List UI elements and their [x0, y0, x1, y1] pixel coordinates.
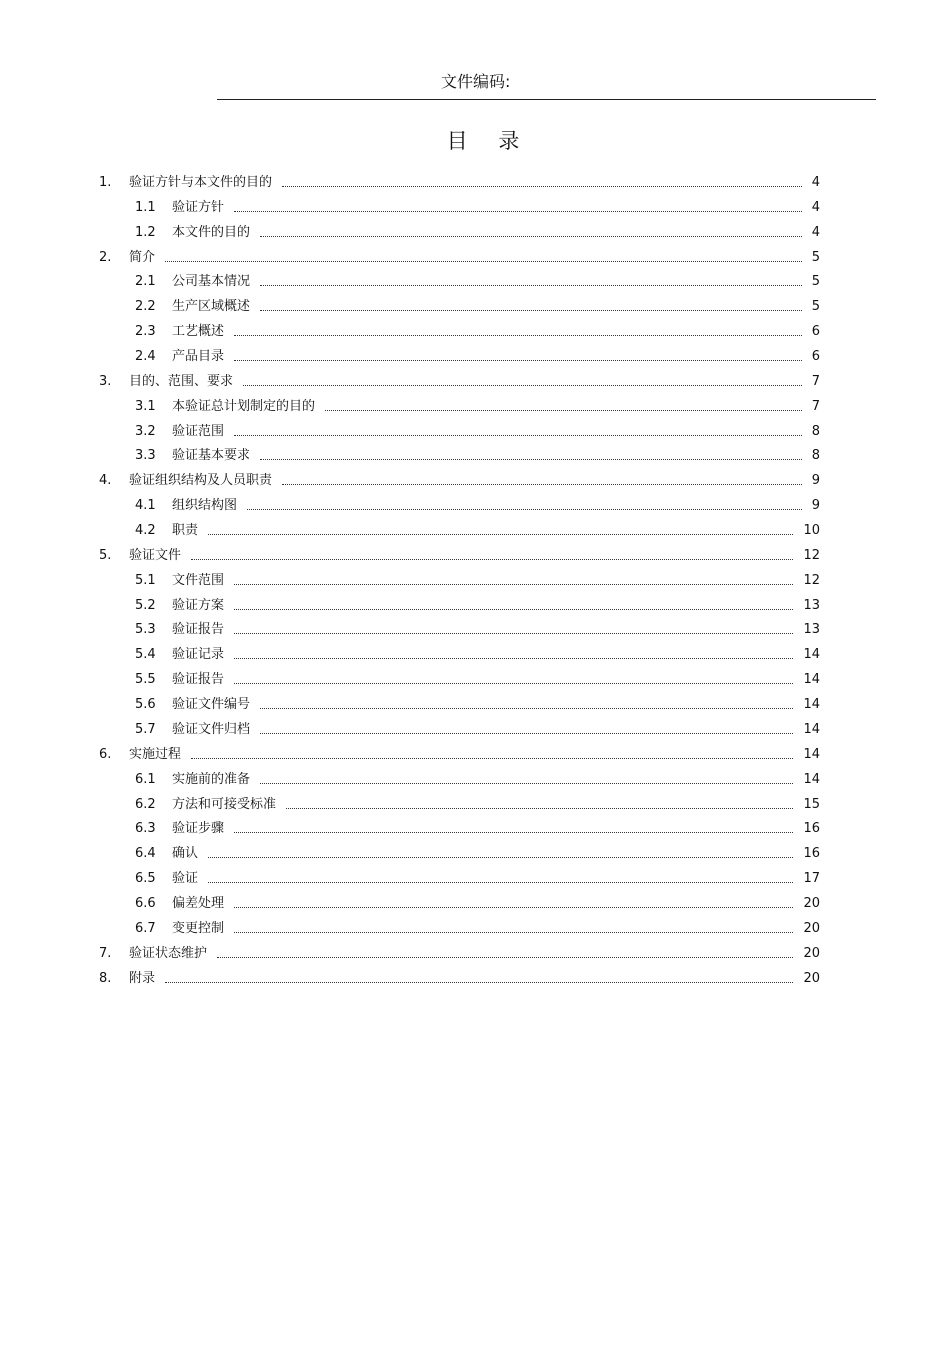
toc-entry-label: 本验证总计划制定的目的	[172, 398, 316, 414]
toc-entry-label: 组织结构图	[172, 498, 238, 514]
toc-entry[interactable]	[0, 820, 950, 838]
toc-entry-label: 文件范围	[172, 572, 225, 588]
toc-entry-number: 6.	[99, 746, 112, 762]
toc-entry[interactable]	[0, 945, 950, 963]
toc-entry-number: 1.2	[135, 224, 156, 240]
toc-entry-number: 4.1	[135, 498, 156, 514]
toc-entry[interactable]	[0, 920, 950, 938]
toc-entry[interactable]	[0, 771, 950, 789]
toc-entry-label: 本文件的目的	[172, 224, 251, 240]
toc-entry-page: 6	[811, 349, 820, 365]
toc-dot-leader	[260, 310, 802, 311]
toc-entry-page: 14	[803, 647, 820, 663]
toc-entry[interactable]	[0, 423, 950, 441]
toc-entry-page: 20	[803, 945, 820, 961]
toc-entry-number: 1.	[99, 175, 112, 190]
toc-entry[interactable]	[0, 348, 950, 366]
toc-entry-label: 验证报告	[172, 622, 225, 638]
toc-dot-leader	[234, 335, 802, 336]
toc-entry-label: 产品目录	[172, 349, 225, 365]
toc-entry-label: 确认	[172, 846, 199, 862]
toc-entry[interactable]	[0, 572, 950, 590]
toc-entry-label: 验证文件归档	[172, 721, 251, 737]
toc-entry[interactable]	[0, 472, 950, 490]
toc-dot-leader	[260, 285, 802, 286]
toc-entry-number: 2.1	[135, 274, 156, 290]
toc-entry[interactable]	[0, 298, 950, 316]
toc-entry-label: 方法和可接受标准	[172, 796, 277, 812]
toc-dot-leader	[191, 559, 793, 560]
toc-dot-leader	[208, 534, 793, 535]
toc-entry[interactable]	[0, 522, 950, 540]
toc-dot-leader	[234, 633, 793, 634]
toc-entry[interactable]	[0, 970, 950, 988]
toc-dot-leader	[234, 907, 793, 908]
toc-entry[interactable]	[0, 174, 950, 192]
toc-entry-label: 目的、范围、要求	[129, 373, 234, 389]
toc-entry-number: 2.3	[135, 324, 156, 340]
toc-entry[interactable]	[0, 845, 950, 863]
toc-entry-label: 偏差处理	[172, 895, 225, 911]
toc-entry[interactable]	[0, 796, 950, 814]
toc-entry[interactable]	[0, 597, 950, 615]
toc-entry-page: 7	[811, 373, 820, 389]
toc-dot-leader	[208, 857, 793, 858]
toc-entry-number: 6.7	[135, 920, 156, 936]
toc-dot-leader	[286, 808, 793, 809]
toc-entry-page: 4	[811, 199, 820, 215]
toc-entry-label: 实施前的准备	[172, 771, 251, 787]
toc-entry-label: 验证报告	[172, 672, 225, 688]
toc-dot-leader	[234, 435, 802, 436]
toc-entry-label: 简介	[129, 249, 156, 265]
toc-entry[interactable]	[0, 199, 950, 217]
toc-entry-number: 5.7	[135, 721, 156, 737]
toc-dot-leader	[260, 733, 793, 734]
toc-entry-page: 16	[803, 846, 820, 862]
toc-dot-leader	[234, 584, 793, 585]
toc-entry-number: 3.2	[135, 423, 156, 439]
toc-entry-number: 5.6	[135, 697, 156, 713]
toc-entry-label: 生产区域概述	[172, 299, 251, 315]
toc-entry-label: 验证方针	[172, 199, 225, 215]
toc-entry-page: 5	[811, 249, 820, 265]
toc-entry[interactable]	[0, 249, 950, 267]
toc-dot-leader	[243, 385, 802, 386]
toc-entry-number: 6.2	[135, 796, 156, 812]
toc-dot-leader	[234, 609, 793, 610]
toc-entry[interactable]	[0, 746, 950, 764]
toc-entry-number: 4.2	[135, 523, 156, 539]
toc-entry[interactable]	[0, 721, 950, 739]
toc-entry-label: 验证方案	[172, 597, 225, 613]
toc-dot-leader	[234, 211, 802, 212]
toc-entry-number: 2.4	[135, 349, 156, 365]
toc-entry-page: 12	[803, 547, 820, 563]
toc-entry-number: 5.2	[135, 597, 156, 613]
toc-entry-page: 17	[803, 871, 820, 887]
toc-dot-leader	[260, 708, 793, 709]
toc-entry-page: 14	[803, 672, 820, 688]
toc-entry-number: 2.2	[135, 299, 156, 315]
toc-entry-page: 8	[811, 448, 820, 464]
toc-entry[interactable]	[0, 696, 950, 714]
toc-entry-number: 4.	[99, 473, 112, 489]
toc-dot-leader	[282, 186, 802, 187]
toc-entry-label: 验证组织结构及人员职责	[129, 473, 273, 489]
toc-dot-leader	[217, 957, 793, 958]
toc-dot-leader	[191, 758, 793, 759]
toc-dot-leader	[260, 236, 802, 237]
toc-dot-leader	[247, 509, 802, 510]
toc-entry-number: 6.1	[135, 771, 156, 787]
toc-entry-number: 3.	[99, 373, 112, 389]
toc-dot-leader	[234, 658, 793, 659]
toc-dot-leader	[234, 932, 793, 933]
toc-entry-page: 5	[811, 299, 820, 315]
toc-dot-leader	[260, 459, 802, 460]
toc-dot-leader	[234, 832, 793, 833]
toc-entry-number: 5.4	[135, 647, 156, 663]
toc-title: 目 录	[446, 129, 532, 153]
toc-entry[interactable]	[0, 870, 950, 888]
toc-entry-number: 5.3	[135, 622, 156, 638]
toc-entry-label: 验证记录	[172, 647, 225, 663]
toc-entry[interactable]	[0, 547, 950, 565]
toc-entry[interactable]	[0, 323, 950, 341]
toc-entry-label: 公司基本情况	[172, 274, 251, 290]
toc-entry-number: 6.3	[135, 821, 156, 837]
toc-entry-label: 验证步骤	[172, 821, 225, 837]
toc-entry[interactable]	[0, 671, 950, 689]
toc-entry[interactable]	[0, 273, 950, 291]
toc-entry-number: 1.1	[135, 199, 156, 215]
toc-dot-leader	[208, 882, 793, 883]
toc-entry-label: 验证	[172, 871, 199, 887]
toc-entry-number: 5.1	[135, 572, 156, 588]
toc-dot-leader	[234, 360, 802, 361]
toc-entry-label: 工艺概述	[172, 324, 225, 340]
toc-entry-number: 3.1	[135, 398, 156, 414]
toc-entry-number: 7.	[99, 945, 112, 961]
toc-entry-page: 9	[811, 498, 820, 514]
toc-dot-leader	[165, 982, 793, 983]
toc-entry-page: 15	[803, 796, 820, 812]
toc-entry-label: 验证文件编号	[172, 697, 251, 713]
toc-entry-page: 10	[803, 523, 820, 539]
toc-dot-leader	[325, 410, 802, 411]
toc-entry[interactable]	[0, 398, 950, 416]
document-code-label: 文件编码:	[441, 72, 511, 91]
toc-entry-label: 验证基本要求	[172, 448, 251, 464]
toc-entry-number: 6.5	[135, 871, 156, 887]
toc-entry[interactable]	[0, 224, 950, 242]
toc-entry[interactable]	[0, 621, 950, 639]
toc-entry-label: 变更控制	[172, 920, 225, 936]
toc-entry-label: 验证范围	[172, 423, 225, 439]
toc-entry[interactable]	[0, 497, 950, 515]
toc-dot-leader	[282, 484, 802, 485]
toc-entry-page: 14	[803, 697, 820, 713]
toc-dot-leader	[165, 261, 802, 262]
toc-entry-number: 8.	[99, 970, 112, 986]
toc-dot-leader	[234, 683, 793, 684]
toc-entry-label: 职责	[172, 523, 199, 539]
toc-entry-number: 5.5	[135, 672, 156, 688]
toc-entry-page: 14	[803, 771, 820, 787]
toc-entry-page: 8	[811, 423, 820, 439]
toc-entry-page: 12	[803, 572, 820, 588]
toc-entry-label: 实施过程	[129, 746, 182, 762]
toc-entry-page: 20	[803, 920, 820, 936]
toc-entry-page: 4	[811, 224, 820, 240]
toc-entry-number: 5.	[99, 547, 112, 563]
toc-entry-page: 9	[811, 473, 820, 489]
toc-entry-page: 13	[803, 597, 820, 613]
toc-entry-page: 7	[811, 398, 820, 414]
toc-entry-label: 验证状态维护	[129, 945, 208, 961]
toc-entry-number: 2.	[99, 249, 112, 265]
toc-entry-page: 13	[803, 622, 820, 638]
toc-entry-number: 6.6	[135, 895, 156, 911]
toc-entry-page: 6	[811, 324, 820, 340]
toc-entry-page: 20	[803, 895, 820, 911]
toc-entry-page: 5	[811, 274, 820, 290]
toc-dot-leader	[260, 783, 793, 784]
toc-entry-page: 20	[803, 970, 820, 986]
toc-entry-page: 14	[803, 746, 820, 762]
toc-entry-label: 附录	[129, 970, 156, 986]
toc-entry-page: 14	[803, 721, 820, 737]
toc-entry-label: 验证方针与本文件的目的	[129, 175, 273, 190]
toc-entry[interactable]	[0, 373, 950, 391]
toc-entry[interactable]	[0, 895, 950, 913]
toc-entry-page: 4	[811, 175, 820, 190]
toc-entry-number: 3.3	[135, 448, 156, 464]
toc-entry-page: 16	[803, 821, 820, 837]
toc-entry-label: 验证文件	[129, 547, 182, 563]
toc-entry[interactable]	[0, 646, 950, 664]
toc-entry-number: 6.4	[135, 846, 156, 862]
toc-entry[interactable]	[0, 447, 950, 465]
